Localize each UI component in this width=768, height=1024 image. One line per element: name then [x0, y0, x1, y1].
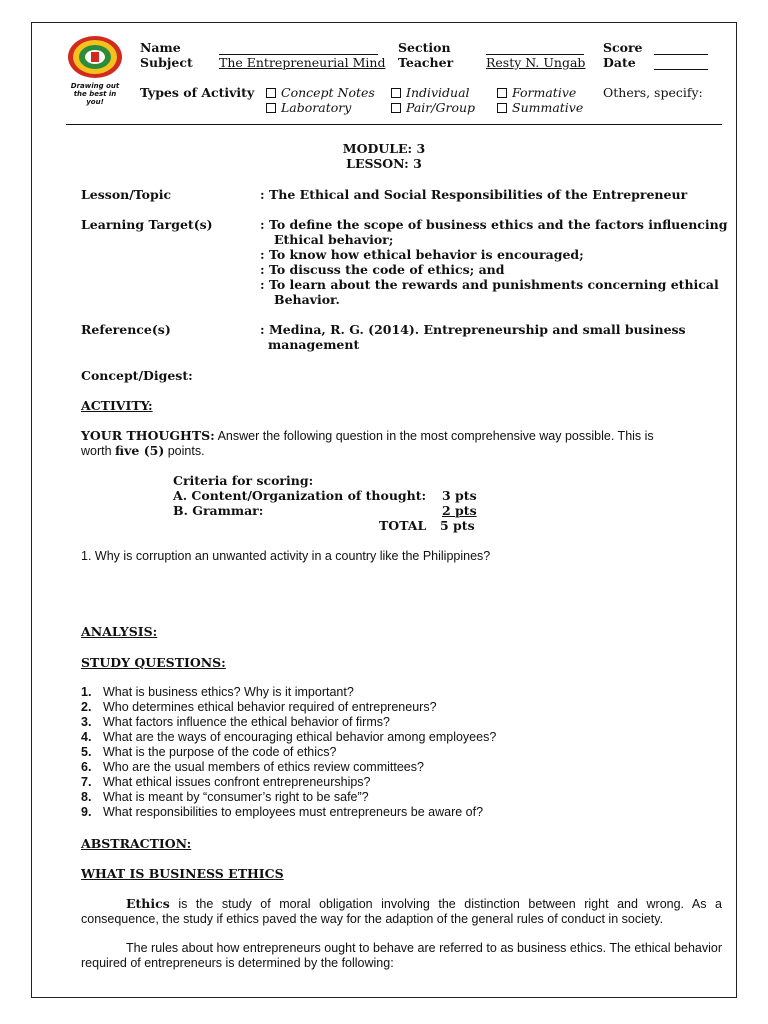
section-field[interactable] — [486, 40, 584, 55]
checkbox-icon — [391, 103, 401, 113]
reference-label: Reference(s) — [81, 322, 171, 337]
checkbox-individual[interactable]: Individual — [391, 85, 470, 100]
topic-value: : The Ethical and Social Responsibilities of the Entrepreneur — [260, 187, 688, 202]
target-line: Ethical behavior; — [274, 232, 394, 247]
teacher-value: Resty N. Ungab — [486, 55, 586, 70]
your-thoughts-line-1: YOUR THOUGHTS: Answer the following question in the most comprehensive way possible. This is — [81, 428, 654, 443]
reference-line: management — [268, 337, 360, 352]
activity-heading: ACTIVITY: — [81, 398, 153, 413]
section-label: Section — [398, 40, 451, 55]
others-label: Others, specify: — [603, 85, 703, 100]
teacher-label: Teacher — [398, 55, 454, 70]
activity-question: 1. Why is corruption an unwanted activity in a country like the Philippines? — [81, 549, 491, 563]
criteria-label: A. Content/Organization of thought: — [173, 488, 427, 503]
study-question-item: 9. What responsibilities to employees must entrepreneurs be aware of? — [81, 805, 484, 819]
rules-paragraph: The rules about how entrepreneurs ought to behave are referred to as business ethics. The ethical behavior required of entrepreneurs is determined by the following: — [81, 941, 722, 970]
college-logo-icon — [66, 34, 124, 80]
study-question-item: 6. Who are the usual members of ethics review committees? — [81, 760, 424, 774]
score-label: Score — [603, 40, 643, 55]
abstraction-heading: ABSTRACTION: — [81, 836, 192, 851]
targets-label: Learning Target(s) — [81, 217, 213, 232]
topic-label: Lesson/Topic — [81, 187, 172, 202]
target-line: : To learn about the rewards and punishments concerning ethical — [260, 277, 719, 292]
lesson-heading: LESSON: 3 — [346, 156, 422, 171]
analysis-heading: ANALYSIS: — [81, 624, 158, 639]
reference-line: : Medina, R. G. (2014). Entrepreneurship and small business — [260, 322, 686, 337]
study-question-item: 2. Who determines ethical behavior required of entrepreneurs? — [81, 700, 437, 714]
date-label: Date — [603, 55, 636, 70]
score-field[interactable] — [654, 40, 708, 55]
business-ethics-heading: WHAT IS BUSINESS ETHICS — [81, 866, 284, 881]
concept-label: Concept/Digest: — [81, 368, 193, 383]
criteria-points: 3 pts — [442, 488, 477, 503]
checkbox-formative[interactable]: Formative — [497, 85, 576, 100]
your-thoughts-line-2: worth five (5) points. — [81, 443, 205, 458]
header-divider — [66, 124, 722, 125]
checkbox-icon — [391, 88, 401, 98]
total-points: 5 pts — [440, 518, 475, 533]
checkbox-icon — [266, 88, 276, 98]
name-field[interactable] — [219, 40, 378, 55]
study-question-item: 1. What is business ethics? Why is it important? — [81, 685, 354, 699]
study-questions-heading: STUDY QUESTIONS: — [81, 655, 226, 670]
checkbox-concept-notes[interactable]: Concept Notes — [266, 85, 375, 100]
criteria-label: B. Grammar: — [173, 503, 264, 518]
module-heading: MODULE: 3 — [342, 141, 426, 156]
target-line: : To define the scope of business ethics and the factors influencing — [260, 217, 728, 232]
checkbox-icon — [497, 88, 507, 98]
checkbox-icon — [266, 103, 276, 113]
criteria-points: 2 pts — [442, 503, 477, 518]
subject-value: The Entrepreneurial Mind — [219, 55, 386, 70]
activity-types-label: Types of Activity — [140, 85, 255, 100]
ethics-paragraph: Ethics is the study of moral obligation involving the distinction between right and wrong. As a consequence, the study if ethics paved the way for the adaption of the general rules of conduct in society. — [81, 896, 722, 926]
date-field[interactable] — [654, 55, 708, 70]
study-question-item: 5. What is the purpose of the code of ethics? — [81, 745, 337, 759]
name-label: Name — [140, 40, 181, 55]
study-question-item: 7. What ethical issues confront entrepreneurships? — [81, 775, 371, 789]
target-line: : To discuss the code of ethics; and — [260, 262, 505, 277]
study-question-item: 4. What are the ways of encouraging ethical behavior among employees? — [81, 730, 497, 744]
study-question-item: 8. What is meant by “consumer’s right to be safe”? — [81, 790, 369, 804]
subject-label: Subject — [140, 55, 193, 70]
logo-tagline: Drawing out the best in you! — [70, 82, 120, 106]
target-line: Behavior. — [274, 292, 340, 307]
study-question-item: 3. What factors influence the ethical behavior of firms? — [81, 715, 390, 729]
checkbox-summative[interactable]: Summative — [497, 100, 583, 115]
target-line: : To know how ethical behavior is encouraged; — [260, 247, 584, 262]
checkbox-icon — [497, 103, 507, 113]
checkbox-laboratory[interactable]: Laboratory — [266, 100, 351, 115]
criteria-title: Criteria for scoring: — [173, 473, 314, 488]
total-label: TOTAL — [379, 518, 427, 533]
checkbox-pair-group[interactable]: Pair/Group — [391, 100, 475, 115]
